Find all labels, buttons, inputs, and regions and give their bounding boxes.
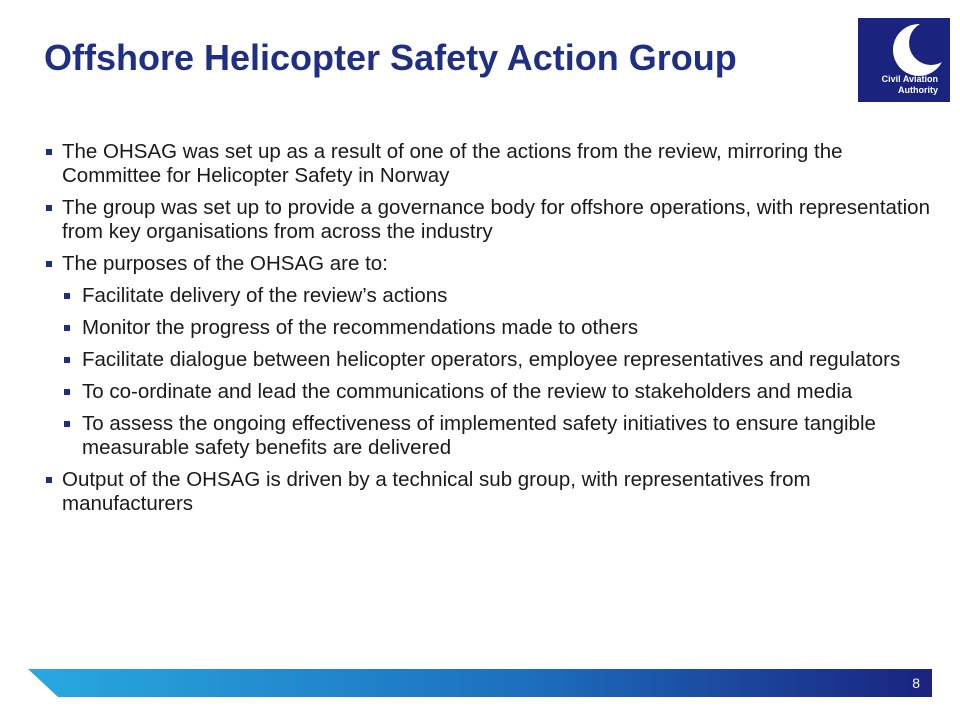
bullet-item: [44, 468, 934, 516]
bullet-item: [44, 140, 934, 188]
square-bullet-icon: [64, 389, 70, 395]
bullet-item: [44, 252, 934, 276]
bullet-text: Output of the OHSAG is driven by a technical sub group, with representatives from manufacturers: [62, 468, 811, 515]
page-number: 8: [912, 675, 920, 691]
square-bullet-icon: [64, 325, 70, 331]
bullet-text: Monitor the progress of the recommendations made to others: [82, 316, 639, 339]
square-bullet-icon: [64, 421, 70, 427]
slide-title: Offshore Helicopter Safety Action Group: [44, 37, 737, 78]
bullet-text: The OHSAG was set up as a result of one of the actions from the review, mirroring the Committee for Helicopter Safety in Norway: [62, 140, 843, 187]
sub-bullet-item: [44, 380, 934, 404]
footer-gradient-shape: [28, 669, 932, 697]
bullet-text: The group was set up to provide a governance body for offshore operations, with representation from key organisations from across the industry: [62, 196, 930, 243]
bullet-item: [44, 196, 934, 244]
sub-bullet-item: [44, 348, 934, 372]
bullet-text: The purposes of the OHSAG are to:: [62, 252, 388, 275]
logo-text-line1: Civil Aviation: [881, 74, 938, 84]
logo-text: [858, 74, 938, 96]
square-bullet-icon: [46, 261, 52, 267]
footer-bar: [28, 669, 932, 697]
bullet-text: Facilitate dialogue between helicopter operators, employee representatives and regulators: [82, 348, 901, 371]
logo-text-line2: Authority: [898, 85, 938, 95]
square-bullet-icon: [64, 357, 70, 363]
civil-aviation-authority-logo: [858, 18, 950, 102]
bullet-text: To assess the ongoing effectiveness of implemented safety initiatives to ensure tangible measurable safety benefits are delivered: [82, 412, 876, 459]
bullet-list: [44, 140, 934, 524]
square-bullet-icon: [46, 205, 52, 211]
sub-bullet-item: [44, 412, 934, 460]
sub-bullet-item: [44, 284, 934, 308]
bullet-text: Facilitate delivery of the review’s actions: [82, 284, 448, 307]
square-bullet-icon: [46, 149, 52, 155]
square-bullet-icon: [64, 293, 70, 299]
square-bullet-icon: [46, 477, 52, 483]
sub-bullet-item: [44, 316, 934, 340]
bullet-text: To co-ordinate and lead the communications of the review to stakeholders and media: [82, 380, 853, 403]
